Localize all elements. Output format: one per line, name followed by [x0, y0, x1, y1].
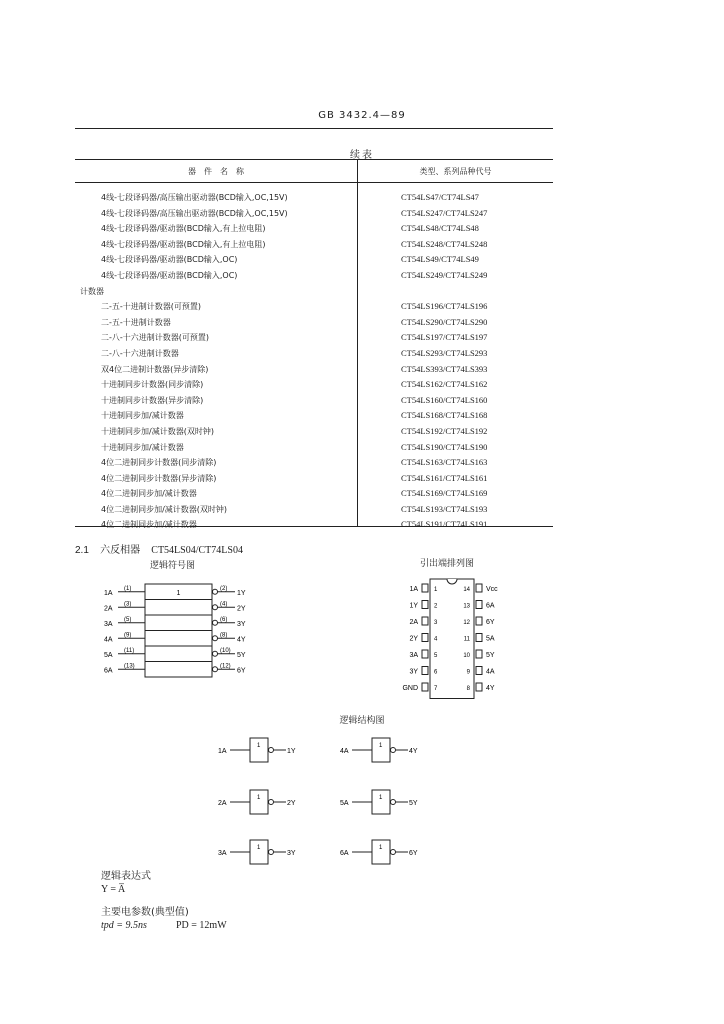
table-header-rule [75, 182, 553, 183]
device-code: CT54LS290/CT74LS290 [401, 316, 488, 327]
header-rule [75, 128, 553, 129]
table-row [75, 252, 553, 268]
pin-label-left: 3Y [409, 668, 418, 676]
inversion-bubble [213, 651, 218, 656]
section-title: 六反相器 [100, 545, 141, 556]
inverter-gate [250, 840, 268, 864]
inverter-gate [372, 790, 390, 814]
inversion-bubble [213, 620, 218, 625]
device-name: 二-五-十进制计数器(可预置) [101, 302, 202, 312]
device-code: CT54LS249/CT74LS249 [401, 269, 488, 280]
params-label: 主要电参数(典型值) [101, 907, 189, 918]
table-row [75, 346, 553, 362]
inversion-bubble [269, 800, 274, 805]
device-code: CT54LS169/CT74LS169 [401, 488, 488, 499]
device-code: CT54LS160/CT74LS160 [401, 394, 488, 405]
output-pin-number: (6) [220, 616, 228, 623]
device-name: 4位二进制同步加/减计数器(双时钟) [101, 504, 228, 514]
device-code: CT54LS47/CT74LS47 [401, 192, 479, 202]
device-code: CT54LS193/CT74LS193 [401, 503, 488, 514]
device-name: 4位二进制同步计数器(同步清除) [101, 458, 217, 468]
device-code: CT54LS293/CT74LS293 [401, 347, 488, 358]
output-pin-number: (10) [220, 647, 231, 654]
pinout-caption: 引出端排列图 [420, 559, 475, 569]
input-label: 4A [104, 636, 113, 644]
gate-mark: 1 [379, 845, 383, 851]
gate-mark: 1 [176, 590, 181, 597]
table-bottom-rule [75, 526, 553, 527]
input-pin-number: (9) [124, 632, 132, 639]
pin-number-left: 5 [434, 653, 438, 659]
output-pin-number: (4) [220, 601, 228, 608]
column-header-code: 类型、系列品种代号 [419, 167, 492, 176]
pin-pad-right [476, 601, 482, 609]
logic-structure-diagram [200, 728, 450, 868]
table-row [75, 237, 553, 253]
device-table [75, 190, 553, 533]
gate-output-label: 4Y [409, 748, 418, 755]
table-row [75, 284, 553, 300]
device-code: CT54LS163/CT74LS163 [401, 457, 488, 468]
table-row [75, 190, 553, 206]
device-name: 4位二进制同步加/减计数器 [101, 489, 197, 499]
package-notch [447, 579, 457, 584]
pin-label-right: 4Y [486, 685, 495, 692]
pin-label-right: Vcc [486, 586, 498, 593]
pin-label-left: GND [402, 685, 418, 692]
pin-pad-right [476, 650, 482, 658]
device-name: 4线-七段译码器/驱动器(BCD输入,有上拉电阻) [101, 239, 266, 249]
pin-label-right: 4A [486, 668, 495, 676]
gate-output-label: 6Y [409, 850, 418, 857]
pin-number-left: 3 [434, 620, 438, 626]
inverter-gate [250, 738, 268, 762]
gate-mark: 1 [379, 795, 383, 801]
device-code: CT54LS196/CT74LS196 [401, 301, 488, 312]
param-tpd: tpd = 9.5ns [101, 920, 147, 931]
device-name: 十进制同步计数器(同步清除) [101, 380, 204, 390]
device-name: 十进制同步加/减计数器 [101, 442, 184, 452]
pin-pad-left [422, 650, 428, 658]
device-name: 4线-七段译码器/驱动器(BCD输入,OC) [101, 255, 238, 265]
inversion-bubble [213, 636, 218, 641]
pin-number-left: 2 [434, 603, 438, 610]
device-code: CT54LS161/CT74LS161 [401, 472, 488, 483]
device-code: CT54LS49/CT74LS49 [401, 254, 479, 265]
gate-output-label: 1Y [287, 748, 296, 755]
input-label: 2A [104, 605, 113, 613]
device-code: CT54LS168/CT74LS168 [401, 410, 488, 421]
device-name: 十进制同步加/减计数器(双时钟) [101, 426, 214, 436]
input-label: 1A [104, 589, 113, 597]
pin-pad-right [476, 584, 482, 592]
pin-number-right: 10 [463, 653, 470, 659]
pin-number-left: 6 [434, 669, 438, 676]
gate-input-label: 2A [218, 800, 227, 807]
pin-pad-right [476, 667, 482, 675]
output-label: 4Y [237, 636, 246, 644]
output-label: 5Y [237, 651, 246, 659]
pin-number-left: 4 [434, 636, 438, 643]
device-name: 4线-七段译码器/驱动器(BCD输入,有上拉电阻) [101, 224, 266, 234]
pin-number-right: 11 [463, 636, 470, 643]
gate-output-label: 2Y [287, 800, 296, 807]
device-code [383, 284, 553, 300]
logic-structure-caption: 逻辑结构图 [339, 716, 385, 726]
device-code: CT54LS48/CT74LS48 [401, 223, 479, 234]
column-header-name: 器 件 名 称 [188, 167, 244, 176]
output-label: 1Y [237, 589, 246, 597]
input-label: 3A [104, 620, 113, 628]
pin-pad-left [422, 667, 428, 675]
input-pin-number: (13) [124, 663, 135, 670]
inverter-gate [372, 738, 390, 762]
gate-output-label: 3Y [287, 850, 296, 857]
section-heading [75, 541, 243, 556]
pin-pad-left [422, 634, 428, 642]
pin-pad-left [422, 683, 428, 691]
standard-number: GB 3432.4—89 [318, 110, 406, 121]
inversion-bubble [213, 667, 218, 672]
table-row [75, 315, 553, 331]
gate-input-label: 3A [218, 850, 227, 857]
device-name: 4线-七段译码器/高压输出驱动器(BCD输入,OC,15V) [101, 208, 288, 218]
pin-number-left: 1 [434, 587, 438, 593]
output-label: 2Y [237, 605, 246, 613]
table-row [75, 206, 553, 222]
input-label: 6A [104, 667, 113, 675]
device-name: 4线-七段译码器/驱动器(BCD输入,OC) [101, 270, 238, 280]
input-pin-number: (3) [124, 601, 132, 608]
inversion-bubble [269, 850, 274, 855]
device-name: 4位二进制同步计数器(异步清除) [101, 473, 217, 483]
pin-label-left: 3A [409, 652, 418, 659]
table-row [75, 440, 553, 456]
device-name: 二-八-十六进制计数器 [101, 348, 179, 358]
device-name: 4线-七段译码器/高压输出驱动器(BCD输入,OC,15V) [101, 193, 288, 202]
inversion-bubble [391, 800, 396, 805]
inverter-gate [372, 840, 390, 864]
inversion-bubble [269, 748, 274, 753]
device-name: 二-八-十六进制计数器(可预置) [101, 333, 210, 343]
inversion-bubble [213, 589, 218, 594]
section-number: 2.1 [75, 545, 89, 556]
pin-label-left: 2Y [409, 635, 418, 643]
table-row [75, 330, 553, 346]
device-code: CT54LS393/CT74LS393 [401, 363, 488, 374]
pin-label-right: 5Y [486, 652, 495, 659]
inverter-gate [250, 790, 268, 814]
input-pin-number: (5) [124, 616, 132, 623]
device-code: CT54LS192/CT74LS192 [401, 425, 488, 436]
table-row [75, 377, 553, 393]
device-name: 十进制同步加/减计数器 [101, 411, 184, 421]
device-code: CT54LS247/CT74LS247 [401, 207, 488, 218]
gate-input-label: 1A [218, 748, 227, 755]
device-code: CT54LS162/CT74LS162 [401, 379, 488, 390]
gate-mark: 1 [379, 743, 383, 749]
gate-mark: 1 [257, 845, 261, 851]
table-row [75, 486, 553, 502]
group-heading: 计数器 [80, 286, 104, 296]
device-name: 双4位二进制计数器(异步清除) [101, 364, 209, 374]
inversion-bubble [391, 850, 396, 855]
pin-pad-left [422, 584, 428, 592]
output-pin-number: (2) [220, 585, 228, 592]
table-caption: 续表 [350, 150, 374, 161]
gate-mark: 1 [257, 743, 261, 749]
pin-number-right: 13 [463, 603, 470, 610]
device-code: CT54LS248/CT74LS248 [401, 238, 488, 249]
pin-number-right: 9 [466, 669, 470, 676]
section-part: CT54LS04/CT74LS04 [151, 545, 243, 556]
device-name: 4位二进制同步加/减计数器 [101, 520, 197, 530]
table-row [75, 299, 553, 315]
inversion-bubble [391, 748, 396, 753]
pinout-diagram [385, 573, 520, 703]
pin-number-left: 7 [434, 686, 438, 692]
pin-pad-left [422, 617, 428, 625]
pin-number-right: 14 [463, 587, 470, 593]
gate-mark: 1 [257, 795, 261, 801]
table-row [75, 502, 553, 518]
pin-label-left: 2A [409, 619, 418, 626]
table-row [75, 268, 553, 284]
gate-input-label: 4A [340, 748, 349, 755]
pin-label-right: 6A [486, 602, 495, 610]
output-pin-number: (12) [220, 663, 231, 670]
table-top-rule [75, 159, 553, 160]
table-row [75, 408, 553, 424]
pin-pad-left [422, 601, 428, 609]
pin-pad-right [476, 617, 482, 625]
input-pin-number: (1) [124, 585, 132, 592]
gate-input-label: 5A [340, 800, 349, 807]
inversion-bubble [213, 605, 218, 610]
param-pd: PD = 12mW [176, 920, 227, 931]
pin-label-right: 6Y [486, 619, 495, 626]
logic-symbol-caption: 逻辑符号图 [150, 561, 196, 571]
device-name: 二-五-十进制计数器 [101, 317, 171, 327]
pin-label-right: 5A [486, 635, 495, 643]
gate-output-label: 5Y [409, 800, 418, 807]
device-name: 十进制同步计数器(异步清除) [101, 395, 204, 405]
output-pin-number: (8) [220, 632, 228, 639]
pin-label-left: 1A [409, 586, 418, 593]
table-row [75, 393, 553, 409]
input-label: 5A [104, 651, 113, 659]
pin-number-right: 12 [463, 620, 470, 626]
pin-label-left: 1Y [409, 602, 418, 610]
table-row [75, 424, 553, 440]
table-row [75, 471, 553, 487]
expression-formula: Y = A̅ [101, 884, 126, 895]
expression-label: 逻辑表达式 [101, 871, 151, 882]
device-code: CT54LS190/CT74LS190 [401, 441, 488, 452]
gate-input-label: 6A [340, 850, 349, 857]
output-label: 3Y [237, 620, 246, 628]
logic-symbol-diagram [90, 578, 280, 688]
input-pin-number: (11) [124, 647, 135, 654]
pin-number-right: 8 [466, 686, 470, 692]
pin-pad-right [476, 683, 482, 691]
table-row [75, 455, 553, 471]
device-code: CT54LS191/CT74LS191 [401, 519, 488, 530]
output-label: 6Y [237, 667, 246, 675]
table-row [75, 362, 553, 378]
device-code: CT54LS197/CT74LS197 [401, 332, 488, 343]
table-row [75, 221, 553, 237]
pin-pad-right [476, 634, 482, 642]
